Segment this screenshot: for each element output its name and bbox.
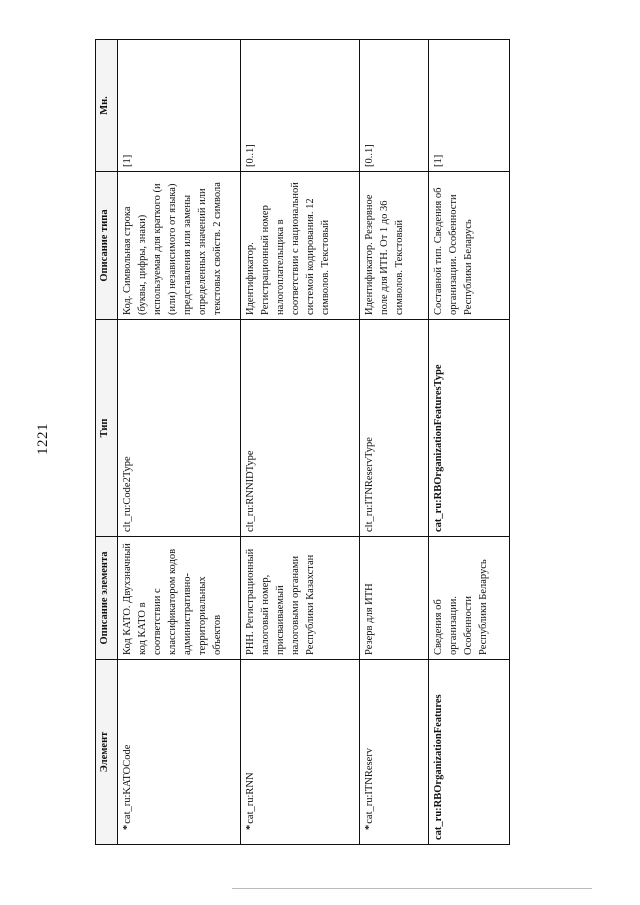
header-multiplicity: Мн. (96, 40, 118, 172)
element-name: cat_ru:KATOCode (122, 744, 133, 824)
type-cell: clt_ru:RNNIDType (241, 320, 360, 537)
header-element-description: Описание элемента (96, 537, 118, 660)
schema-table (95, 39, 510, 845)
required-marker: * (122, 824, 133, 830)
page-edge-line (232, 888, 592, 889)
type-description-cell: Идентификатор. Регистрационный номер налогоплательщика в соответствии с национальной системой кодирования. 12 символов. Текстовый (241, 172, 360, 320)
element-description-cell: Резерв для ИТН (360, 537, 429, 660)
table-row (429, 40, 510, 845)
multiplicity-cell: [0..1] (360, 40, 429, 172)
type-description-cell: Идентификатор. Резервное поле для ИТН. От 1 до 36 символов. Текстовый (360, 172, 429, 320)
element-name: cat_ru:ITNReserv (364, 747, 375, 824)
multiplicity-cell: [1] (118, 40, 241, 172)
element-cell (429, 660, 510, 845)
header-type-description: Описание типа (96, 172, 118, 320)
header-type: Тип (96, 320, 118, 537)
element-description-cell: РНН. Регистрационный налоговый номер, присваиваемый налоговыми органами Республики Казахстан (241, 537, 360, 660)
required-marker: * (245, 824, 256, 830)
type-cell: clt_ru:ITNReservType (360, 320, 429, 537)
element-cell (118, 660, 241, 845)
header-element: Элемент (96, 660, 118, 845)
page-number: 1221 (35, 423, 51, 455)
required-marker: * (364, 824, 375, 830)
element-cell (241, 660, 360, 845)
type-description-cell: Код. Символьная строка (буквы, цифры, знаки) используемая для краткого (и (или) независимого от языка) представления или замены определенных значений или текстовых свойств. 2 символа (118, 172, 241, 320)
element-name: cat_ru:RNN (245, 772, 256, 824)
table-row (241, 40, 360, 845)
multiplicity-cell: [0..1] (241, 40, 360, 172)
element-description-cell: Сведения об организации. Особенности Республики Беларусь (429, 537, 510, 660)
rotated-table-container (95, 85, 540, 845)
type-cell: clt_ru:Code2Type (118, 320, 241, 537)
type-description-cell: Составной тип. Сведения об организации. Особенности Республики Беларусь (429, 172, 510, 320)
table-row (118, 40, 241, 845)
element-description-cell: Код КАТО. Двухзначный код КАТО в соответствии с классификатором кодов административно-территориальных объектов (118, 537, 241, 660)
table-header-row (96, 40, 118, 845)
table-row (360, 40, 429, 845)
element-cell (360, 660, 429, 845)
multiplicity-cell: [1] (429, 40, 510, 172)
element-name: cat_ru:RBOrganizationFeatures (433, 694, 444, 840)
type-cell: cat_ru:RBOrganizationFeaturesType (429, 320, 510, 537)
